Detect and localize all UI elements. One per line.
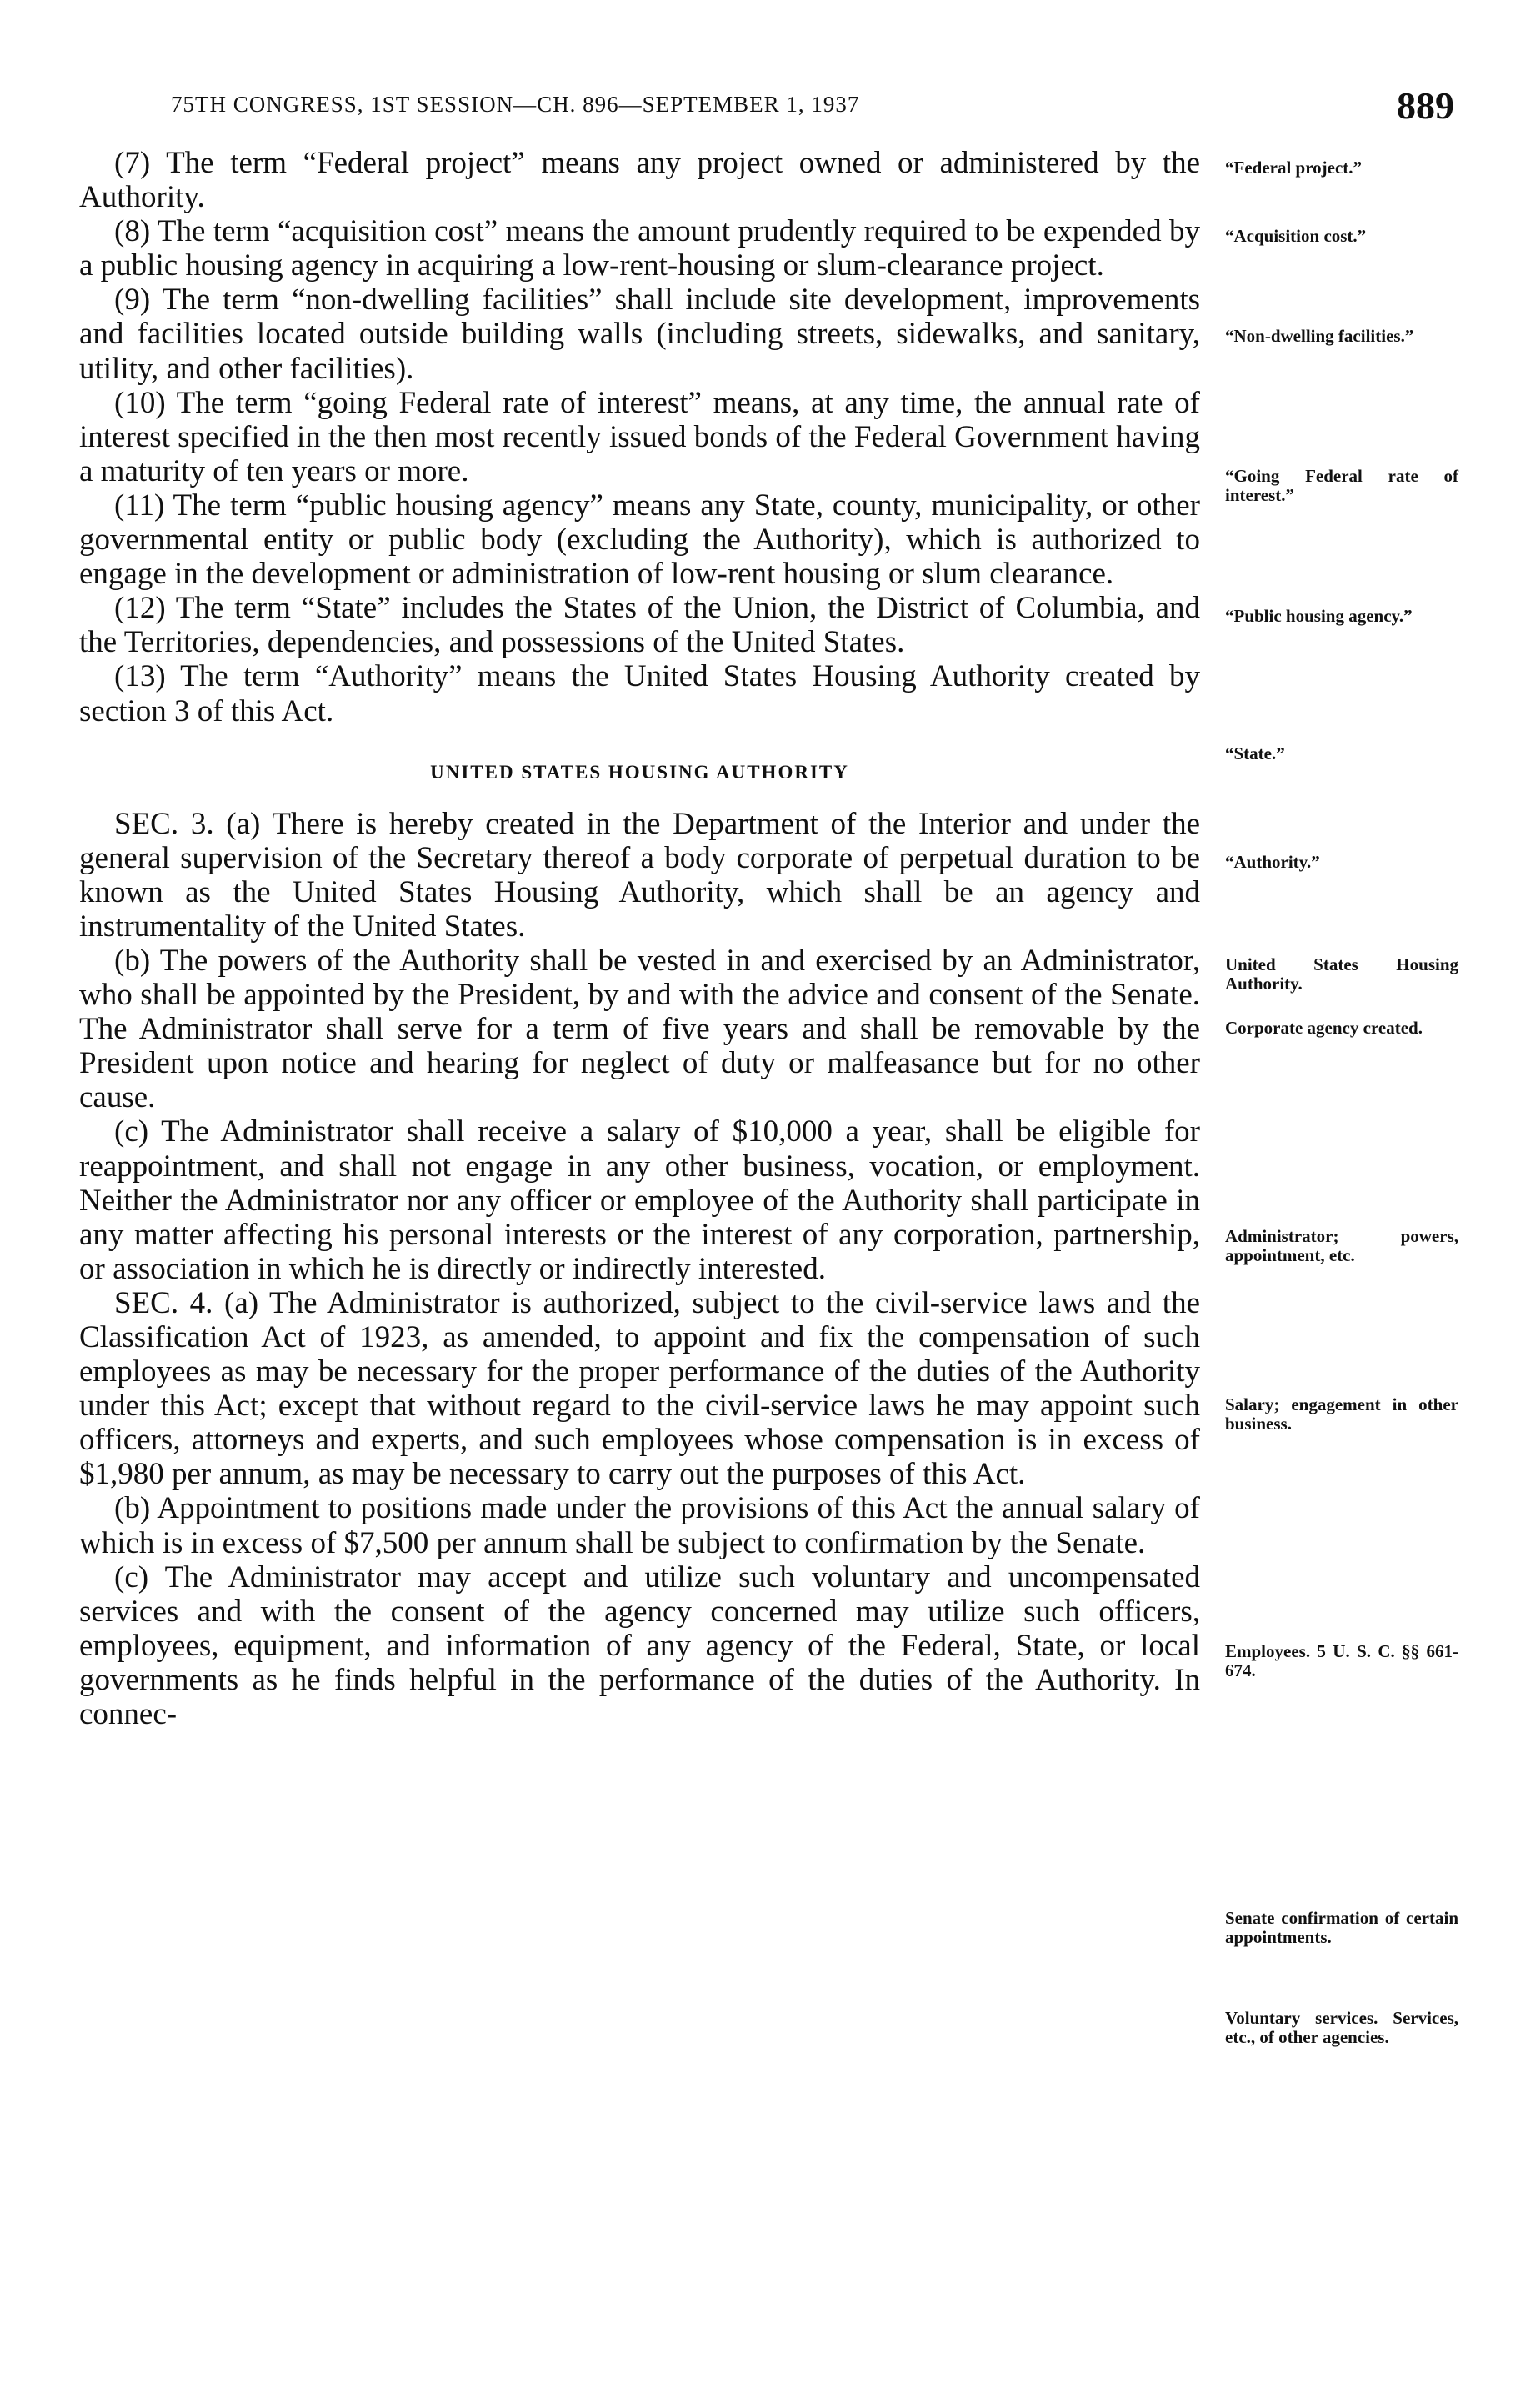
page-number: 889	[1397, 84, 1454, 127]
margin-note-state: “State.”	[1225, 743, 1285, 763]
running-head: 75TH CONGRESS, 1ST SESSION—CH. 896—SEPTEMBER 1, 1937	[171, 92, 860, 117]
margin-note-employees: Employees. 5 U. S. C. §§ 661-674.	[1225, 1641, 1458, 1680]
margin-note-voluntary-services: Voluntary services. Services, etc., of other agencies.	[1225, 2008, 1458, 2047]
margin-note-federal-project: “Federal project.”	[1225, 158, 1363, 178]
body-text	[79, 146, 1200, 1731]
paragraph-8: (8) The term “acquisition cost” means the amount prudently required to be expended by a public housing agency in acquiring a low-rent-housing or slum-clearance project.	[79, 214, 1200, 283]
margin-note-acquisition-cost: “Acquisition cost.”	[1225, 226, 1367, 246]
paragraph-13: (13) The term “Authority” means the United States Housing Authority created by section 3 of this Act.	[79, 659, 1200, 728]
margin-note-senate-confirmation: Senate confirmation of certain appointments.	[1225, 1908, 1458, 1947]
margin-note-public-housing-agency: “Public housing agency.”	[1225, 606, 1413, 626]
paragraph-sec3-b: (b) The powers of the Authority shall be vested in and exercised by an Administrator, who shall be appointed by the President, by and with the advice and consent of the Senate. The Administrator shall serve for a term of five years and shall be removable by the President upon notice and hearing for neglect of duty or malfeasance but for no other cause.	[79, 943, 1200, 1115]
paragraph-9: (9) The term “non-dwelling facilities” shall include site development, improvements and facilities located outside building walls (including streets, sidewalks, and sanitary, utility, and other facilities).	[79, 283, 1200, 386]
paragraph-sec3-c: (c) The Administrator shall receive a salary of $10,000 a year, shall be eligible for reappointment, and shall not engage in any other business, vocation, or employment. Neither the Administrator nor any officer or employee of the Authority shall participate in any matter affecting his personal interests or the interest of any corporation, partnership, or association in which he is directly or indirectly interested.	[79, 1114, 1200, 1286]
margin-note-going-federal-rate: “Going Federal rate of interest.”	[1225, 466, 1458, 505]
margin-note-salary: Salary; engagement in other business.	[1225, 1394, 1458, 1434]
margin-note-non-dwelling: “Non-dwelling facilities.”	[1225, 326, 1414, 346]
section-heading: UNITED STATES HOUSING AUTHORITY	[430, 761, 849, 783]
paragraph-7: (7) The term “Federal project” means any project owned or administered by the Authority.	[79, 146, 1200, 215]
margin-note-housing-authority: United States Housing Authority.	[1225, 954, 1458, 994]
margin-note-authority: “Authority.”	[1225, 852, 1320, 872]
paragraph-10: (10) The term “going Federal rate of interest” means, at any time, the annual rate of interest specified in the then most recently issued bonds of the Federal Government having a maturity of ten years or more.	[79, 385, 1201, 488]
paragraph-12: (12) The term “State” includes the States of the Union, the District of Columbia, and the Territories, dependencies, and possessions of the United States.	[79, 591, 1200, 660]
paragraph-sec4-a: SEC. 4. (a) The Administrator is authorized, subject to the civil-service laws and the Classification Act of 1923, as amended, to appoint and fix the compensation of such employees as may be necessary for the proper performance of the duties of the Authority under this Act; except that without regard to the civil-service laws he may appoint such officers, attorneys and experts, and such employees whose compensation is in excess of $1,980 per annum, as may be necessary to carry out the purposes of this Act.	[79, 1285, 1200, 1492]
page-header	[171, 83, 1454, 133]
margin-note-corporate-agency: Corporate agency created.	[1225, 1018, 1423, 1038]
paragraph-sec4-c: (c) The Administrator may accept and utilize such voluntary and uncompensated services and with the consent of the agency concerned may utilize such officers, employees, equipment, and information of any agency of the Federal, State, or local governments as he finds helpful in the performance of the duties of the Authority. In connec-	[79, 1559, 1200, 1732]
paragraph-11: (11) The term “public housing agency” means any State, county, municipality, or other governmental entity or public body (excluding the Authority), which is authorized to engage in the development or administration of low-rent housing or slum clearance.	[79, 488, 1200, 592]
paragraph-sec3-a: SEC. 3. (a) There is hereby created in the Department of the Interior and under the general supervision of the Secretary thereof a body corporate of perpetual duration to be known as the United States Housing Authority, which shall be an agency and instrumentality of the United States.	[79, 806, 1200, 944]
margin-note-administrator: Administrator; powers, appointment, etc.	[1225, 1226, 1458, 1265]
paragraph-sec4-b: (b) Appointment to positions made under the provisions of this Act the annual salary of which is in excess of $7,500 per annum shall be subject to confirmation by the Senate.	[79, 1491, 1200, 1560]
